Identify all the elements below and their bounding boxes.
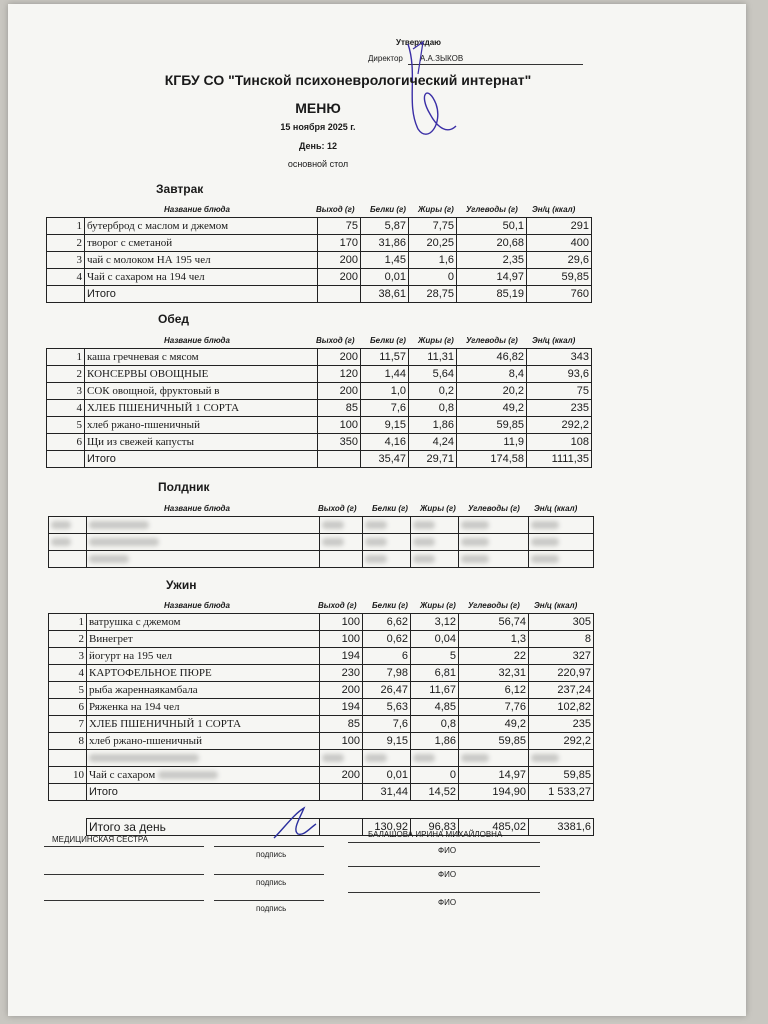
col-out-header: Выход (г) [318,601,357,610]
fio-line [348,866,540,867]
col-name-header: Название блюда [164,601,230,610]
snack-title: Полдник [158,480,210,494]
breakfast-title: Завтрак [156,182,204,196]
col-name-header: Название блюда [164,504,230,513]
col-prot-header: Белки (г) [370,205,406,214]
col-carb-header: Углеводы (г) [466,336,518,345]
day-total-row: Итого за день 130,92 96,83 485,02 3381,6 [87,819,594,836]
table-row: 3 чай с молоком НА 195 чел 200 1,45 1,6 2,35 29,6 [47,252,592,269]
sign-label: подпись [256,904,287,913]
table-row: 10 Чай с сахаром 200 0,01 0 14,97 59,85 [49,767,594,784]
table-row: 5 хлеб ржано-пшеничный 100 9,15 1,86 59,85 292,2 [47,417,592,434]
dinner-title: Ужин [166,578,197,592]
col-carb-header: Углеводы (г) [468,504,520,513]
sign-label: подпись [256,850,287,859]
table-row: 4 КАРТОФЕЛЬНОЕ ПЮРЕ 230 7,98 6,81 32,31 220,97 [49,665,594,682]
table-kind: основной стол [287,159,349,169]
org-name: КГБУ СО "Тинской психоневрологический интернат" [164,72,532,88]
col-out-header: Выход (г) [318,504,357,513]
col-name-header: Название блюда [164,336,230,345]
nurse-name: БАЛАШОВА ИРИНА МИХАЙЛОВНА [368,830,503,839]
col-kcal-header: Эн/ц (ккал) [532,205,576,214]
table-row: 2 КОНСЕРВЫ ОВОЩНЫЕ 120 1,44 5,64 8,4 93,6 [47,366,592,383]
col-prot-header: Белки (г) [372,504,408,513]
fio-label: ФИО [438,870,457,879]
col-prot-header: Белки (г) [372,601,408,610]
sign-line [44,846,204,847]
table-row: 7 ХЛЕБ ПШЕНИЧНЫЙ 1 СОРТА 85 7,6 0,8 49,2 235 [49,716,594,733]
menu-title: МЕНЮ [295,100,341,116]
total-row: Итого 35,47 29,71 174,58 1111,35 [47,451,592,468]
col-fat-header: Жиры (г) [420,601,456,610]
col-carb-header: Углеводы (г) [466,205,518,214]
table-row: 2 Винегрет 100 0,62 0,04 1,3 8 [49,631,594,648]
dinner-table [48,613,594,801]
table-row: 4 ХЛЕБ ПШЕНИЧНЫЙ 1 СОРТА 85 7,6 0,8 49,2 235 [47,400,592,417]
sign-label: подпись [256,878,287,887]
fio-line [348,892,540,893]
table-row [49,551,594,568]
table-row: 5 рыба жареннаякамбала 200 26,47 11,67 6,12 237,24 [49,682,594,699]
col-prot-header: Белки (г) [370,336,406,345]
table-row: 3 йогурт на 195 чел 194 6 5 22 327 [49,648,594,665]
col-name-header: Название блюда [164,205,230,214]
fio-label: ФИО [438,898,457,907]
col-fat-header: Жиры (г) [418,205,454,214]
total-row: Итого 31,44 14,52 194,90 1 533,27 [49,784,594,801]
sign-line [44,900,204,901]
col-kcal-header: Эн/ц (ккал) [532,336,576,345]
col-out-header: Выход (г) [316,336,355,345]
table-row [49,534,594,551]
sign-line [214,874,324,875]
lunch-table [46,348,592,468]
table-row: 4 Чай с сахаром на 194 чел 200 0,01 0 14,97 59,85 [47,269,592,286]
nurse-signature [270,804,320,844]
table-row-redacted [49,750,594,767]
snack-table-redacted [48,516,594,568]
table-row: 2 творог с сметаной 170 31,86 20,25 20,68 400 [47,235,592,252]
table-row: 1 бутерброд с маслом и джемом 75 5,87 7,75 50,1 291 [47,218,592,235]
table-row: 8 хлеб ржано-пшеничный 100 9,15 1,86 59,85 292,2 [49,733,594,750]
table-row [49,517,594,534]
approval-role: Директор [368,54,403,63]
fio-label: ФИО [438,846,457,855]
lunch-title: Обед [158,312,190,326]
sign-line [44,874,204,875]
breakfast-table [46,217,592,303]
day-total-table [86,818,594,836]
approval-name: А.А.ЗЫКОВ [420,54,464,63]
table-row: 3 СОК овощной, фруктовый в 200 1,0 0,2 20,2 75 [47,383,592,400]
col-carb-header: Углеводы (г) [468,601,520,610]
sign-line [214,846,324,847]
director-signature [388,34,468,144]
approval-label: Утверждаю [396,38,441,47]
col-fat-header: Жиры (г) [418,336,454,345]
col-fat-header: Жиры (г) [420,504,456,513]
table-row: 6 Ряженка на 194 чел 194 5,63 4,85 7,76 102,82 [49,699,594,716]
col-out-header: Выход (г) [316,205,355,214]
table-row: 6 Щи из свежей капусты 350 4,16 4,24 11,9 108 [47,434,592,451]
fio-line [348,842,540,843]
nurse-label: МЕДИЦИНСКАЯ СЕСТРА [52,835,149,844]
menu-day: День: 12 [298,141,337,151]
col-kcal-header: Эн/ц (ккал) [534,601,578,610]
menu-date: 15 ноября 2025 г. [280,122,356,132]
menu-sheet [8,4,746,1016]
col-kcal-header: Эн/ц (ккал) [534,504,578,513]
sign-line [214,900,324,901]
table-row: 1 каша гречневая с мясом 200 11,57 11,31 46,82 343 [47,349,592,366]
total-row: Итого 38,61 28,75 85,19 760 [47,286,592,303]
table-row: 1 ватрушка с джемом 100 6,62 3,12 56,74 305 [49,614,594,631]
